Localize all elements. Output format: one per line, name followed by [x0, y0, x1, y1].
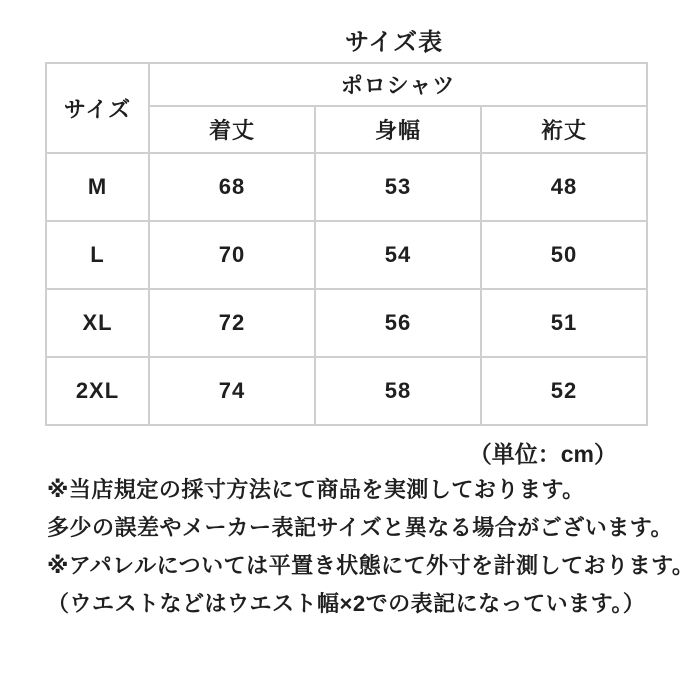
- table-cell: 51: [481, 289, 647, 357]
- table-cell: 52: [481, 357, 647, 425]
- table-cell: 50: [481, 221, 647, 289]
- table-cell: 53: [315, 153, 481, 221]
- column-header-sleeve-length: 裄丈: [481, 106, 647, 153]
- size-label: M: [46, 153, 149, 221]
- table-row: [46, 357, 647, 425]
- size-column-header: サイズ: [46, 63, 149, 153]
- table-header-row-group: [46, 63, 647, 106]
- size-label: 2XL: [46, 357, 149, 425]
- note-line: ※アパレルについては平置き状態にて外寸を計測しております。: [47, 553, 695, 578]
- column-header-body-width: 身幅: [315, 106, 481, 153]
- size-table: [45, 62, 648, 426]
- table-cell: 54: [315, 221, 481, 289]
- note-line: （ウエストなどはウエスト幅×2での表記になっています。）: [47, 591, 646, 616]
- table-row: [46, 153, 647, 221]
- table-cell: 58: [315, 357, 481, 425]
- unit-label: （単位：cm）: [468, 441, 617, 467]
- table-cell: 48: [481, 153, 647, 221]
- size-label: L: [46, 221, 149, 289]
- product-group-header: ポロシャツ: [149, 63, 647, 106]
- table-cell: 56: [315, 289, 481, 357]
- table-cell: 70: [149, 221, 315, 289]
- note-line: ※当店規定の採寸方法にて商品を実測しております。: [47, 477, 585, 502]
- page-title: サイズ表: [345, 29, 444, 56]
- size-label: XL: [46, 289, 149, 357]
- measurement-notes: [47, 471, 694, 623]
- table-cell: 74: [149, 357, 315, 425]
- note-line: 多少の誤差やメーカー表記サイズと異なる場合がございます。: [47, 515, 674, 540]
- table-cell: 68: [149, 153, 315, 221]
- table-row: [46, 289, 647, 357]
- table-cell: 72: [149, 289, 315, 357]
- table-row: [46, 221, 647, 289]
- column-header-body-length: 着丈: [149, 106, 315, 153]
